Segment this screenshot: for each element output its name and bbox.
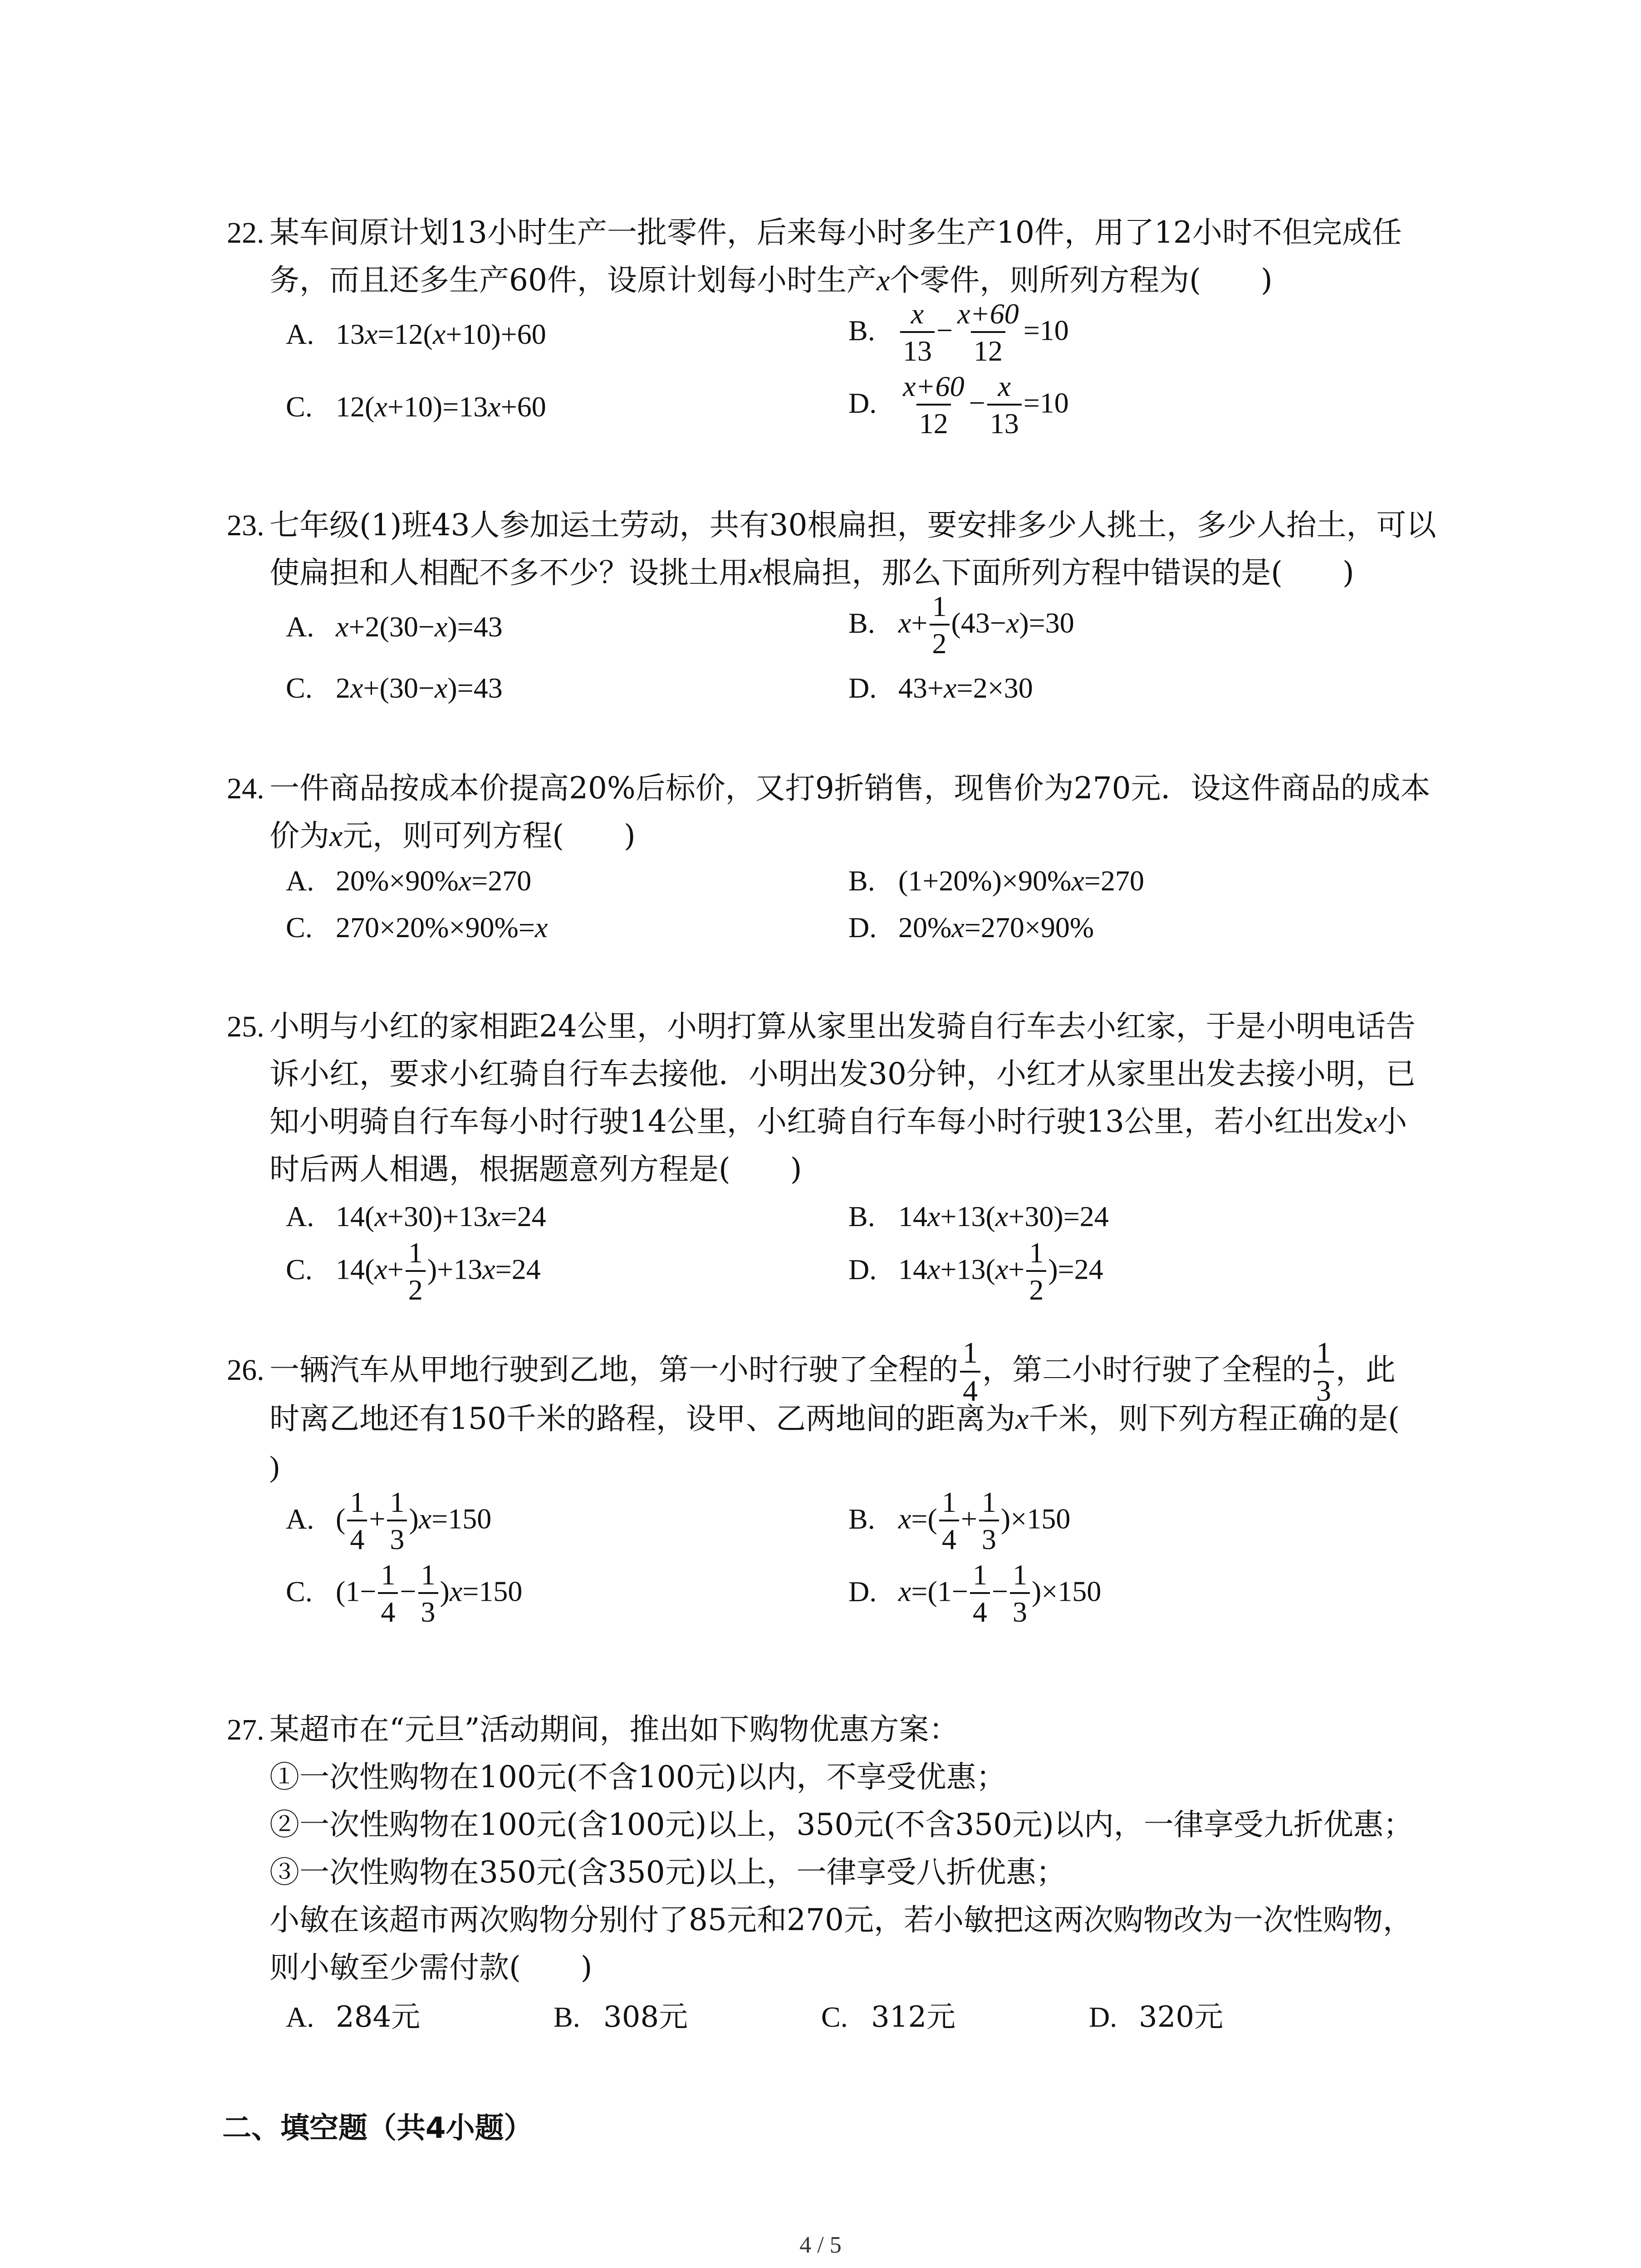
fraction: $\frac{1}{3}$ [1010, 1560, 1030, 1627]
question-24-option-a: A. 20%×90%x=270 [286, 865, 532, 897]
question-25-option-c: C. 14(x+ $\frac{1}{2}$ )+13x=24 [286, 1237, 541, 1306]
fraction: $\frac{1}{3}$ [1313, 1338, 1334, 1406]
question-23-line-1: 23. 七年级(1)班43人参加运土劳动，共有30根扁担，要安排多少人挑土，多少人抬土，可以 [227, 508, 1436, 543]
question-25-line-3: 知小明骑自行车每小时行驶14公里，小红骑自行车每小时行驶13公里，若小红出发x小 [269, 1104, 1407, 1139]
question-22-line-1: 22. 某车间原计划13小时生产一批零件，后来每小时多生产10件，用了12小时不但完成任 [227, 215, 1402, 250]
fraction: $\frac{1}{4}$ [347, 1488, 367, 1554]
question-27-line-5: 小敏在该超市两次购物分别付了85元和270元，若小敏把这两次购物改为一次性购物， [269, 1902, 1413, 1937]
section-heading: 二、填空题（共4小题） [222, 2112, 533, 2145]
question-25-line-2: 诉小红，要求小红骑自行车去接他．小明出发30分钟，小红才从家里出发去接小明，已 [269, 1056, 1416, 1091]
question-26-option-b: B. x=( $\frac{1}{4}$ + $\frac{1}{3}$ )×150 [848, 1486, 1071, 1555]
fraction: $\frac{x}{13}$ [987, 372, 1022, 438]
fraction: $\frac{x+60}{12}$ [957, 298, 1019, 367]
question-24-option-c: C. 270×20%×90%=x [286, 911, 548, 943]
question-22-option-c: C. 12(x+10)=13x+60 [286, 391, 546, 423]
question-23-option-d: D. 43+x=2×30 [848, 672, 1033, 704]
question-24-option-b: B. (1+20%)×90%x=270 [848, 865, 1144, 897]
question-26-option-c: C. (1− $\frac{1}{4}$ − $\frac{1}{3}$ )x=150 [286, 1559, 523, 1628]
question-27-line-6: 则小敏至少需付款( ) [269, 1950, 593, 1985]
question-27-line-3: ②一次性购物在100元(含100元)以上，350元(不含350元)以内，一律享受九折优惠； [269, 1807, 1413, 1842]
question-25-option-b: B. 14x+13(x+30)=24 [848, 1200, 1109, 1232]
question-22-line-2: 务，而且还多生产60件，设原计划每小时生产x个零件，则所列方程为( ) [269, 263, 1273, 298]
fraction: $\frac{1}{3}$ [979, 1488, 999, 1554]
fraction: $\frac{1}{4}$ [970, 1560, 990, 1627]
question-24-line-1: 24. 一件商品按成本价提高20%后标价，又打9折销售，现售价为270元．设这件商品的成本 [227, 771, 1430, 806]
fraction: $\frac{1}{4}$ [939, 1488, 959, 1554]
fraction: $\frac{1}{3}$ [418, 1560, 438, 1627]
question-23-option-b: B. x+ $\frac{1}{2}$ (43−x)=30 [848, 590, 1074, 660]
question-23-line-2: 使扁担和人相配不多不少？设挑土用x根扁担，那么下面所列方程中错误的是( ) [269, 555, 1354, 590]
fraction: $\frac{1}{2}$ [930, 592, 950, 658]
question-27-line-4: ③一次性购物在350元(含350元)以上，一律享受八折优惠； [269, 1855, 1066, 1890]
question-27-option-c: C. 312元 [821, 2000, 956, 2034]
question-23-option-a: A. x+2(30−x)=43 [286, 611, 503, 643]
question-22-option-d: D. $\frac{x+60}{12}$ − $\frac{x}{13}$ =10 [848, 370, 1069, 440]
fraction: $\frac{1}{2}$ [406, 1238, 426, 1305]
question-23-option-c: C. 2x+(30−x)=43 [286, 672, 503, 704]
question-27-option-a: A. 284元 [286, 2000, 421, 2034]
fraction: $\frac{x+60}{12}$ [903, 370, 965, 440]
question-26-line-3: ) [269, 1450, 279, 1483]
question-27-option-b: B. 308元 [554, 2000, 688, 2034]
fraction: $\frac{x}{13}$ [900, 299, 935, 366]
question-25-line-1: 25. 小明与小红的家相距24公里，小明打算从家里出发骑自行车去小红家，于是小明电话告 [227, 1009, 1416, 1044]
question-24-line-2: 价为x元，则可列方程( ) [269, 818, 636, 853]
question-26-option-d: D. x=(1− $\frac{1}{4}$ − $\frac{1}{3}$ )×150 [848, 1559, 1102, 1628]
question-26-line-2: 时离乙地还有150千米的路程，设甲、乙两地间的距离为x千米，则下列方程正确的是( [269, 1401, 1400, 1436]
question-22-option-a: A. 13x=12(x+10)+60 [286, 318, 546, 350]
question-25-option-a: A. 14(x+30)+13x=24 [286, 1200, 546, 1232]
fraction: $\frac{1}{3}$ [387, 1488, 407, 1554]
question-25-option-d: D. 14x+13(x+ $\frac{1}{2}$ )=24 [848, 1237, 1103, 1306]
question-22-option-b: B. $\frac{x}{13}$ − $\frac{x+60}{12}$ =10 [848, 298, 1069, 367]
page-number: 4 / 5 [799, 2232, 842, 2258]
fraction: $\frac{1}{4}$ [378, 1560, 398, 1627]
question-24-option-d: D. 20%x=270×90% [848, 911, 1094, 943]
question-27-line-1: 27. 某超市在“元旦”活动期间，推出如下购物优惠方案： [227, 1712, 959, 1747]
question-25-line-4: 时后两人相遇，根据题意列方程是( ) [269, 1152, 802, 1187]
question-26-line-1: 26. 一辆汽车从甲地行驶到乙地，第一小时行驶了全程的 $\frac{1}{4}$ ，第二小时行驶了全程的 $\frac{1}{3}$ ，此 [227, 1336, 1396, 1408]
question-27-line-2: ①一次性购物在100元(不含100元)以内，不享受优惠； [269, 1760, 1006, 1794]
question-26-option-a: A. ( $\frac{1}{4}$ + $\frac{1}{3}$ )x=150 [286, 1486, 492, 1555]
fraction: $\frac{1}{4}$ [960, 1338, 980, 1406]
fraction: $\frac{1}{2}$ [1026, 1238, 1046, 1305]
question-27-option-d: D. 320元 [1089, 2000, 1224, 2034]
